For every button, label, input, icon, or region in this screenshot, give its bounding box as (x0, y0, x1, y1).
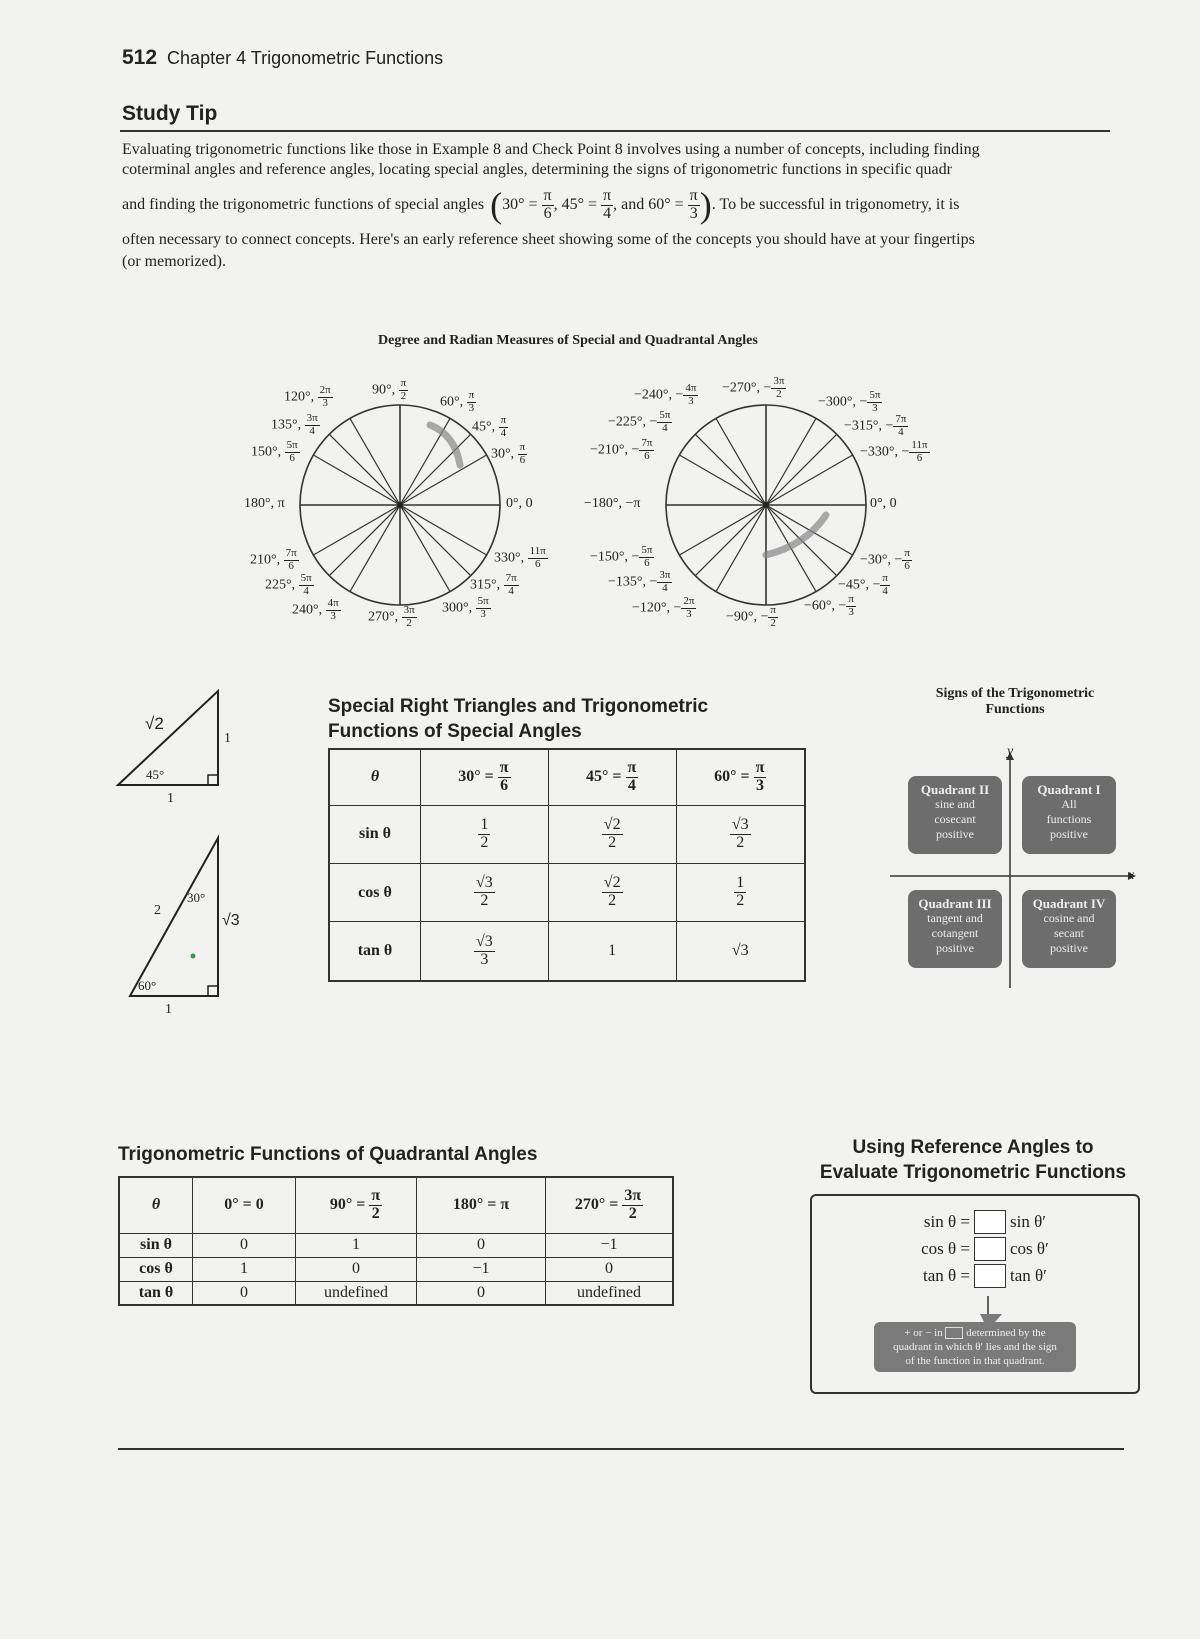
label-neg330: −330°, − $\frac{11\pi}{6}$ (860, 439, 928, 464)
label-neg315: −315°, − $\frac{7\pi}{4}$ (844, 413, 907, 438)
qa-cell: 1 (296, 1233, 417, 1257)
reference-row-cos: cos θ = cos θ′ (898, 1235, 1049, 1262)
qa-cell: 0 (193, 1281, 296, 1305)
tri2-angle-top: 30° (187, 890, 206, 905)
tri1-leg-v: 1 (224, 731, 231, 746)
label-120: 120°, $\frac{2\pi}{3}$ (284, 384, 331, 409)
sp-row-label: cos θ (329, 863, 421, 921)
quadrantal-title: Trigonometric Functions of Quadrantal Angles (118, 1144, 538, 1165)
sp-cell: $\frac{1}{2}$ (421, 805, 549, 863)
chapter-title: Chapter 4 Trigonometric Functions (167, 48, 444, 68)
label-60: 60°, $\frac{\pi}{3}$ (440, 389, 475, 414)
sign-box (974, 1264, 1006, 1288)
reference-title-line2: Evaluate Trigonometric Functions (819, 1162, 1127, 1183)
label-315: 315°, $\frac{7\pi}{4}$ (470, 572, 517, 597)
sp-row-label: tan θ (329, 922, 421, 981)
qa-cell: undefined (546, 1281, 674, 1305)
signs-title-line1: Signs of the Trigonometric (935, 686, 1095, 701)
sp-cell: $\frac{√3}{2}$ (421, 863, 549, 921)
label-neg120: −120°, − $\frac{2\pi}{3}$ (632, 595, 695, 620)
label-neg180: −180°, −π (584, 496, 641, 511)
sign-box (974, 1210, 1006, 1234)
sp-row-label: sin θ (329, 805, 421, 863)
qa-head-180: 180° = π (417, 1177, 546, 1233)
qa-cell: 0 (417, 1233, 546, 1257)
label-90: 90°, $\frac{\pi}{2}$ (372, 377, 407, 402)
label-neg150: −150°, − $\frac{5\pi}{6}$ (590, 544, 653, 569)
tri2-angle-bottom: 60° (138, 978, 157, 993)
page-header (122, 46, 443, 70)
special-triangles-title-line1: Special Right Triangles and Trigonometric (328, 696, 709, 717)
label-neg210: −210°, − $\frac{7\pi}{6}$ (590, 437, 653, 462)
label-neg45: −45°, − $\frac{\pi}{4}$ (838, 572, 888, 597)
qa-head-0: 0° = 0 (193, 1177, 296, 1233)
label-neg240: −240°, − $\frac{4\pi}{3}$ (634, 382, 697, 407)
sp-head-30: 30° = $\frac{\pi}{6}$ (421, 749, 549, 805)
qa-cell: 1 (193, 1257, 296, 1281)
tri1-angle: 45° (146, 767, 165, 782)
label-330: 330°, $\frac{11\pi}{6}$ (494, 545, 546, 570)
quadrantal-table (118, 1176, 674, 1306)
tri1-leg-h: 1 (167, 791, 174, 806)
qa-row-label: tan θ (119, 1281, 193, 1305)
quadrant-3-box: Quadrant III tangent and cotangent positive (908, 890, 1002, 968)
y-axis-label: y (1007, 744, 1014, 759)
label-150: 150°, $\frac{5\pi}{6}$ (251, 439, 298, 464)
study-tip-title: Study Tip (122, 102, 218, 125)
triangle-45-45-90 (110, 685, 230, 795)
tri1-hyp: √2 (145, 714, 164, 733)
unit-circle-caption: Degree and Radian Measures of Special and Quadrantal Angles (378, 333, 758, 348)
label-135: 135°, $\frac{3\pi}{4}$ (271, 412, 318, 437)
label-180: 180°, π (244, 496, 285, 511)
reference-row-sin: sin θ = sin θ′ (898, 1208, 1049, 1235)
reference-title (808, 1135, 1138, 1185)
label-neg90: −90°, − $\frac{\pi}{2}$ (726, 604, 776, 629)
sp-cell: 1 (548, 922, 676, 981)
signs-title (915, 686, 1115, 718)
qa-cell: 0 (193, 1233, 296, 1257)
sp-cell: $\frac{√3}{2}$ (676, 805, 805, 863)
sp-head-45: 45° = $\frac{\pi}{4}$ (548, 749, 676, 805)
reference-box (810, 1194, 1140, 1394)
sp-head-60: 60° = $\frac{\pi}{3}$ (676, 749, 805, 805)
qa-head-270: 270° = $\frac{3\pi}{2}$ (546, 1177, 674, 1233)
reference-row-tan: tan θ = tan θ′ (898, 1262, 1049, 1289)
label-210: 210°, $\frac{7\pi}{6}$ (250, 547, 297, 572)
special-angles-table (328, 748, 806, 982)
label-neg135: −135°, − $\frac{3\pi}{4}$ (608, 569, 671, 594)
tri2-hyp: 2 (154, 903, 161, 918)
qa-cell: 0 (546, 1257, 674, 1281)
reference-note: + or − in determined by the quadrant in which θ′ lies and the sign of the function in that quadrant. (874, 1322, 1076, 1372)
study-tip-line3-post: . To be successful in trigonometry, it is (711, 196, 960, 214)
label-270: 270°, $\frac{3\pi}{2}$ (368, 604, 415, 629)
bottom-rule (118, 1448, 1124, 1450)
page-number: 512 (122, 46, 158, 69)
qa-row-label: cos θ (119, 1257, 193, 1281)
tri2-leg-h: 1 (165, 1002, 172, 1017)
reference-rows (898, 1208, 1049, 1289)
quadrant-4-box: Quadrant IV cosine and secant positive (1022, 890, 1116, 968)
reference-title-line1: Using Reference Angles to (852, 1137, 1094, 1158)
quadrant-1-box: Quadrant I All functions positive (1022, 776, 1116, 854)
sp-head-theta: θ (329, 749, 421, 805)
label-0: 0°, 0 (506, 496, 533, 511)
label-neg225: −225°, − $\frac{5\pi}{4}$ (608, 409, 671, 434)
signs-title-line2: Functions (985, 702, 1045, 717)
study-tip-line5: (or memorized). (122, 253, 226, 270)
sp-cell: $\frac{√3}{3}$ (421, 922, 549, 981)
label-neg300: −300°, − $\frac{5\pi}{3}$ (818, 389, 881, 414)
label-240: 240°, $\frac{4\pi}{3}$ (292, 597, 339, 622)
qa-cell: 0 (296, 1257, 417, 1281)
x-axis-label: x (1128, 868, 1135, 883)
quadrant-2-box: Quadrant II sine and cosecant positive (908, 776, 1002, 854)
label-30: 30°, $\frac{\pi}{6}$ (491, 441, 526, 466)
qa-cell: 0 (417, 1281, 546, 1305)
sp-cell: √3 (676, 922, 805, 981)
tri2-leg-v: √3 (222, 912, 240, 929)
label-neg60: −60°, − $\frac{\pi}{3}$ (804, 593, 854, 618)
study-tip-line3-pre: and finding the trigonometric functions of special angles (122, 196, 485, 214)
label-neg0: 0°, 0 (870, 496, 897, 511)
qa-cell: −1 (417, 1257, 546, 1281)
sign-box (974, 1237, 1006, 1261)
sp-cell: $\frac{√2}{2}$ (548, 863, 676, 921)
study-tip-line2: coterminal angles and reference angles, locating special angles, determining the signs of trigonometric functions in specific quadr (122, 161, 952, 178)
qa-row-label: sin θ (119, 1233, 193, 1257)
label-45: 45°, $\frac{\pi}{4}$ (472, 414, 507, 439)
qa-cell: undefined (296, 1281, 417, 1305)
sp-cell: $\frac{1}{2}$ (676, 863, 805, 921)
study-tip-line3: and finding the trigonometric functions of special angles ( 30° = $\frac{\pi}{6}$ , 45° = $\frac{\pi}{4}$ , and 60° = $\frac{\pi}{3}$ ) . To be successful in trigonometry, it is (122, 185, 960, 226)
label-300: 300°, $\frac{5\pi}{3}$ (442, 595, 489, 620)
qa-head-theta: θ (119, 1177, 193, 1233)
qa-cell: −1 (546, 1233, 674, 1257)
qa-head-90: 90° = $\frac{\pi}{2}$ (296, 1177, 417, 1233)
study-tip-rule (120, 130, 1110, 132)
label-neg30: −30°, − $\frac{\pi}{6}$ (860, 547, 910, 572)
study-tip-line1: Evaluating trigonometric functions like those in Example 8 and Check Point 8 involves using a number of concepts, including finding (122, 141, 980, 158)
label-neg270: −270°, − $\frac{3\pi}{2}$ (722, 375, 785, 400)
label-225: 225°, $\frac{5\pi}{4}$ (265, 572, 312, 597)
special-triangles-title (328, 694, 708, 744)
study-tip-line4: often necessary to connect concepts. Here's an early reference sheet showing some of the concepts you should have at your fingertips (122, 231, 975, 248)
special-triangles-title-line2: Functions of Special Angles (328, 721, 582, 742)
sp-cell: $\frac{√2}{2}$ (548, 805, 676, 863)
